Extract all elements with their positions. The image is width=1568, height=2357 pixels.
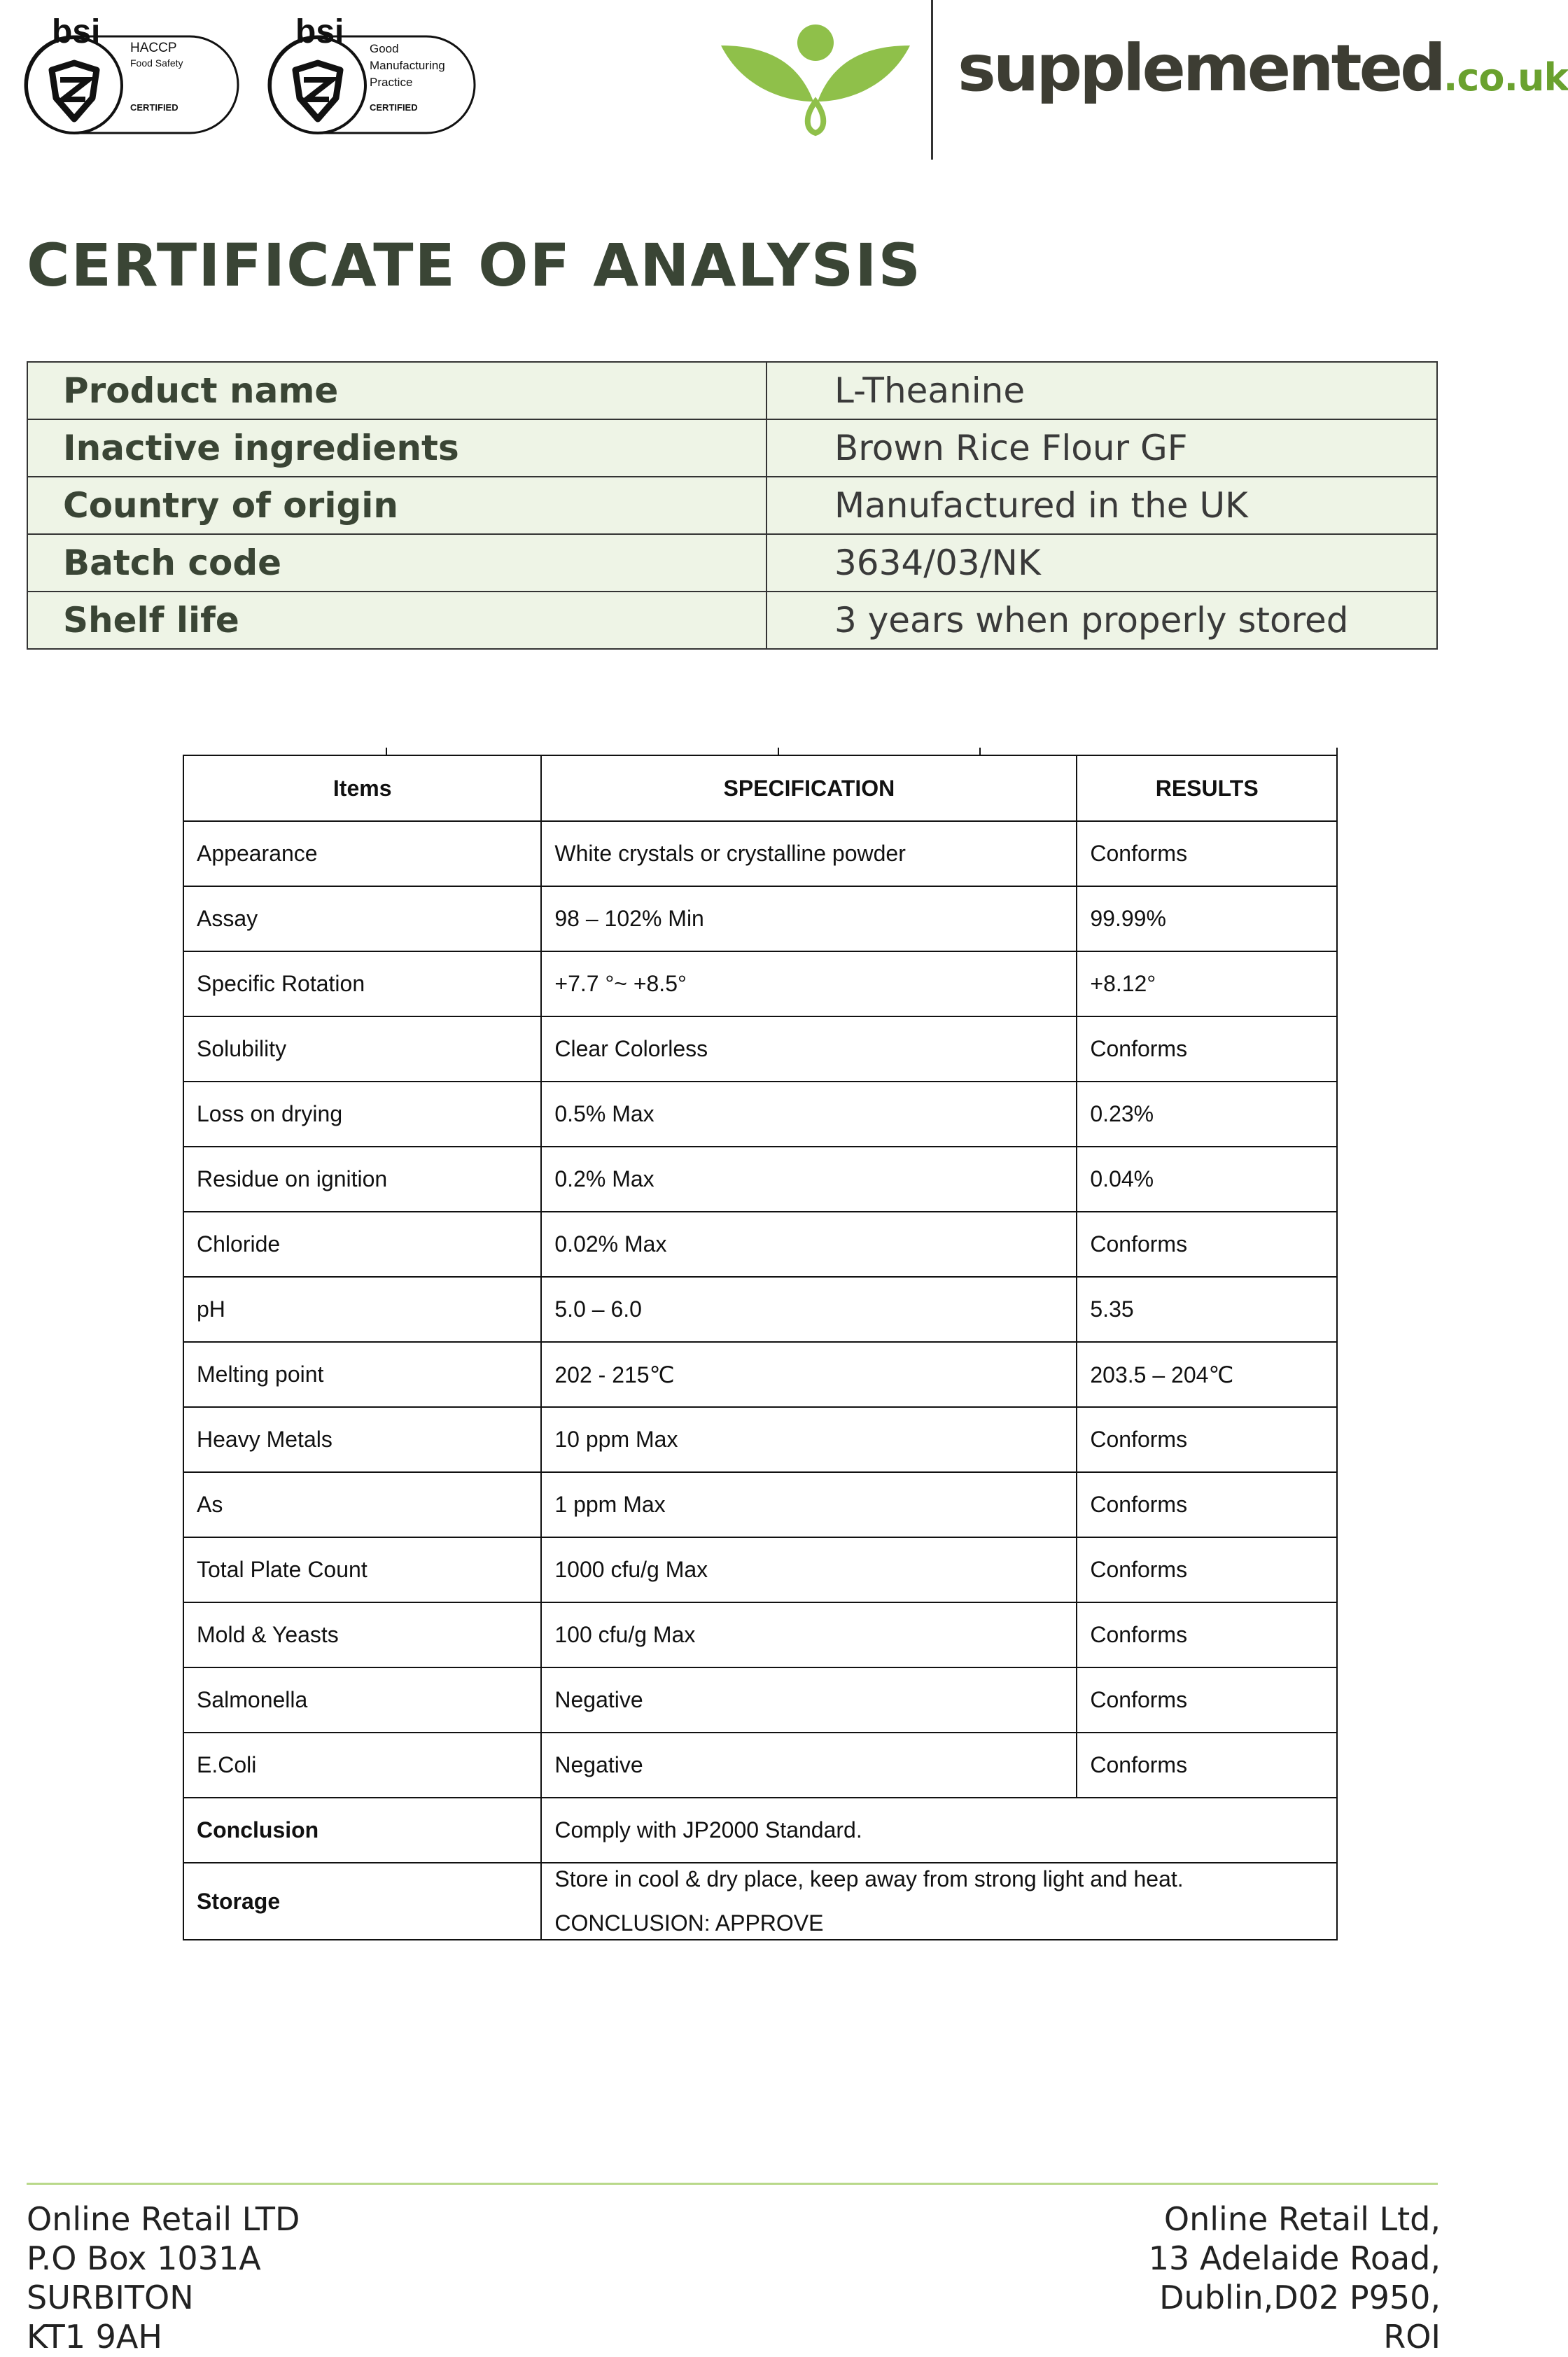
address-line: ROI <box>1383 2318 1441 2356</box>
address-line: Dublin,D02 P950, <box>1159 2279 1441 2316</box>
spec-specification: Clear Colorless <box>541 1016 1077 1082</box>
info-label: Product name <box>27 362 766 419</box>
info-label: Country of origin <box>27 477 766 534</box>
brand-domain: .co.uk <box>1443 55 1568 99</box>
spec-specification: 5.0 – 6.0 <box>541 1277 1077 1342</box>
footer-rule <box>27 2183 1438 2185</box>
spec-result: 5.35 <box>1077 1277 1337 1342</box>
uk-address <box>27 2199 300 2356</box>
spec-row <box>183 1277 1337 1342</box>
badge-certified: CERTIFIED <box>130 102 178 113</box>
storage-value <box>541 1863 1337 1940</box>
spec-row <box>183 821 1337 886</box>
spec-row <box>183 1342 1337 1407</box>
spec-result: Conforms <box>1077 1407 1337 1472</box>
spec-result: 0.04% <box>1077 1147 1337 1212</box>
info-row <box>27 362 1437 419</box>
spec-row <box>183 1407 1337 1472</box>
spec-specification: Negative <box>541 1733 1077 1798</box>
storage-conclusion: CONCLUSION: APPROVE <box>554 1910 824 1936</box>
info-value: 3 years when properly stored <box>766 592 1437 649</box>
badge-line-1: Good <box>370 42 399 55</box>
spec-specification: 202 - 215℃ <box>541 1342 1077 1407</box>
bsi-gmp-badge <box>267 13 477 137</box>
spec-result: Conforms <box>1077 1667 1337 1733</box>
brand-name: supplemented <box>958 31 1443 106</box>
spec-result: Conforms <box>1077 1537 1337 1602</box>
spec-result: 99.99% <box>1077 886 1337 951</box>
storage-row <box>183 1863 1337 1940</box>
spec-result: Conforms <box>1077 1472 1337 1537</box>
spec-row <box>183 1082 1337 1147</box>
leaf-logo-icon <box>721 18 910 137</box>
spec-item: As <box>183 1472 541 1537</box>
info-value: Brown Rice Flour GF <box>766 419 1437 477</box>
spec-item: Melting point <box>183 1342 541 1407</box>
badge-line-3: Practice <box>370 76 413 89</box>
spec-specification: 100 cfu/g Max <box>541 1602 1077 1667</box>
bsi-haccp-badge <box>24 13 241 137</box>
address-line: Online Retail Ltd, <box>1163 2200 1441 2238</box>
spec-result: Conforms <box>1077 1016 1337 1082</box>
info-value: Manufactured in the UK <box>766 477 1437 534</box>
badge-line-2: Food Safety <box>130 57 183 69</box>
spec-item: Salmonella <box>183 1667 541 1733</box>
spec-specification: White crystals or crystalline powder <box>541 821 1077 886</box>
spec-header-row <box>183 755 1337 821</box>
header-specification: SPECIFICATION <box>541 755 1077 821</box>
info-label: Shelf life <box>27 592 766 649</box>
page-title: CERTIFICATE OF ANALYSIS <box>27 231 923 300</box>
spec-result: Conforms <box>1077 821 1337 886</box>
spec-item: E.Coli <box>183 1733 541 1798</box>
roi-address <box>1149 2199 1441 2356</box>
spec-result: Conforms <box>1077 1212 1337 1277</box>
spec-item: Heavy Metals <box>183 1407 541 1472</box>
info-value: 3634/03/NK <box>766 534 1437 592</box>
spec-specification: 0.2% Max <box>541 1147 1077 1212</box>
spec-row <box>183 1212 1337 1277</box>
spec-row <box>183 1537 1337 1602</box>
spec-specification: +7.7 °~ +8.5° <box>541 951 1077 1016</box>
badge-line-2: Manufacturing <box>370 59 445 72</box>
spec-result: +8.12° <box>1077 951 1337 1016</box>
spec-row <box>183 1667 1337 1733</box>
brand-wordmark <box>958 31 1568 106</box>
page-header <box>0 0 1568 168</box>
bsi-mark: bsi <box>295 13 344 50</box>
spec-item: Solubility <box>183 1016 541 1082</box>
info-row <box>27 592 1437 649</box>
address-line: SURBITON <box>27 2279 194 2316</box>
spec-item: Assay <box>183 886 541 951</box>
info-row <box>27 477 1437 534</box>
info-value: L-Theanine <box>766 362 1437 419</box>
spec-row <box>183 951 1337 1016</box>
spec-item: Total Plate Count <box>183 1537 541 1602</box>
product-info-table <box>27 361 1438 650</box>
spec-row <box>183 1472 1337 1537</box>
spec-specification: 1 ppm Max <box>541 1472 1077 1537</box>
conclusion-value: Comply with JP2000 Standard. <box>541 1798 1337 1863</box>
spec-body <box>183 821 1337 1798</box>
info-label: Batch code <box>27 534 766 592</box>
address-line: 13 Adelaide Road, <box>1148 2239 1441 2277</box>
spec-row <box>183 1733 1337 1798</box>
spec-result: 0.23% <box>1077 1082 1337 1147</box>
spec-specification: Negative <box>541 1667 1077 1733</box>
brand-divider <box>931 0 933 160</box>
info-row <box>27 534 1437 592</box>
spec-row <box>183 1602 1337 1667</box>
conclusion-row <box>183 1798 1337 1863</box>
spec-specification: 98 – 102% Min <box>541 886 1077 951</box>
address-line: KT1 9AH <box>27 2318 162 2356</box>
specification-table <box>183 755 1338 1940</box>
info-row <box>27 419 1437 477</box>
storage-instruction: Store in cool & dry place, keep away from strong light and heat. <box>554 1866 1184 1891</box>
spec-specification: 0.02% Max <box>541 1212 1077 1277</box>
spec-specification: 1000 cfu/g Max <box>541 1537 1077 1602</box>
info-label: Inactive ingredients <box>27 419 766 477</box>
spec-item: Loss on drying <box>183 1082 541 1147</box>
badge-line-1: HACCP <box>130 41 177 55</box>
spec-item: Specific Rotation <box>183 951 541 1016</box>
spec-item: Residue on ignition <box>183 1147 541 1212</box>
spec-row <box>183 886 1337 951</box>
spec-row <box>183 1147 1337 1212</box>
spec-result: Conforms <box>1077 1733 1337 1798</box>
spec-table-wrap <box>183 755 1338 1940</box>
address-line: Online Retail LTD <box>27 2200 300 2238</box>
spec-result: 203.5 – 204℃ <box>1077 1342 1337 1407</box>
spec-result: Conforms <box>1077 1602 1337 1667</box>
spec-item: pH <box>183 1277 541 1342</box>
conclusion-label: Conclusion <box>183 1798 541 1863</box>
storage-label: Storage <box>183 1863 541 1940</box>
spec-item: Appearance <box>183 821 541 886</box>
header-results: RESULTS <box>1077 755 1337 821</box>
spec-specification: 0.5% Max <box>541 1082 1077 1147</box>
spec-row <box>183 1016 1337 1082</box>
header-items: Items <box>183 755 541 821</box>
spec-item: Mold & Yeasts <box>183 1602 541 1667</box>
spec-specification: 10 ppm Max <box>541 1407 1077 1472</box>
spec-item: Chloride <box>183 1212 541 1277</box>
bsi-mark: bsi <box>52 13 101 50</box>
badge-certified: CERTIFIED <box>370 102 418 113</box>
address-line: P.O Box 1031A <box>27 2239 261 2277</box>
